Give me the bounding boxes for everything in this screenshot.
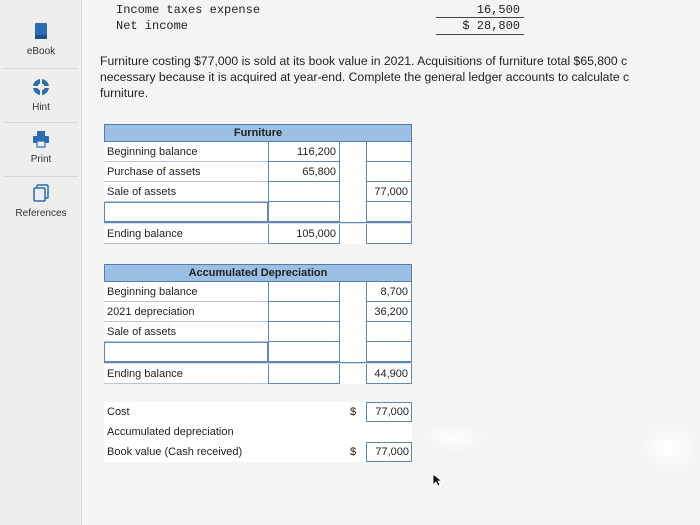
row-label-input[interactable] <box>104 342 268 362</box>
sidebar <box>0 0 82 525</box>
row-label-input[interactable]: Beginning balance <box>104 282 268 302</box>
screen-glare <box>640 420 700 475</box>
debit-input[interactable] <box>268 182 340 202</box>
book-icon <box>33 22 49 40</box>
row-label-input[interactable]: Sale of assets <box>104 322 268 342</box>
spacer <box>340 282 366 302</box>
spacer <box>340 364 366 384</box>
spacer <box>340 224 366 244</box>
table-row <box>104 162 412 182</box>
summary-row <box>104 402 412 422</box>
table-row <box>104 322 412 342</box>
printer-icon <box>32 130 50 148</box>
currency-symbol: $ <box>350 406 357 418</box>
table-row <box>104 282 412 302</box>
sidebar-item-references[interactable] <box>0 184 82 219</box>
screen-glare <box>420 423 490 453</box>
credit-input[interactable]: 36,200 <box>366 302 412 322</box>
ending-credit-input[interactable]: 44,900 <box>366 364 412 384</box>
credit-input[interactable] <box>366 202 412 222</box>
sidebar-item-label: Hint <box>32 102 50 113</box>
credit-input[interactable]: 77,000 <box>366 182 412 202</box>
statement-value: 16,500 <box>476 3 520 17</box>
sidebar-item-print[interactable] <box>0 130 82 165</box>
ending-row <box>104 364 412 384</box>
sidebar-item-label: References <box>15 208 67 219</box>
summary-label: Cost <box>107 406 130 418</box>
summary-value: 77,000 <box>375 446 409 458</box>
spacer <box>340 202 366 222</box>
debit-input[interactable] <box>268 202 340 222</box>
row-label-input[interactable]: 2021 depreciation <box>104 302 268 322</box>
divider <box>4 68 78 69</box>
table-row <box>104 302 412 322</box>
statement-label: Income taxes expense <box>116 3 261 17</box>
debit-input[interactable] <box>268 282 340 302</box>
mouse-pointer-icon <box>432 473 444 487</box>
credit-input[interactable] <box>366 342 412 362</box>
spacer <box>340 342 366 362</box>
summary-label: Accumulated depreciation <box>107 426 234 438</box>
credit-input[interactable] <box>366 322 412 342</box>
divider <box>4 122 78 123</box>
credit-input[interactable] <box>366 142 412 162</box>
sidebar-item-hint[interactable] <box>0 78 82 113</box>
furniture-account <box>104 124 412 244</box>
prompt-line: furniture. <box>100 86 149 100</box>
debit-input[interactable] <box>268 302 340 322</box>
summary-value: 77,000 <box>375 406 409 418</box>
question-prompt <box>100 53 700 101</box>
spacer <box>340 302 366 322</box>
statement-label: Net income <box>116 19 189 33</box>
sidebar-item-label: Print <box>30 154 52 165</box>
ending-debit-input[interactable]: 105,000 <box>268 224 340 244</box>
ending-debit-input[interactable] <box>268 364 340 384</box>
spacer <box>340 182 366 202</box>
table-row <box>104 202 412 222</box>
table-row <box>104 182 412 202</box>
currency-symbol: $ <box>350 446 357 458</box>
row-label-input[interactable]: Sale of assets <box>104 182 268 202</box>
table-row <box>104 142 412 162</box>
row-label-input[interactable]: Purchase of assets <box>104 162 268 182</box>
ending-label: Ending balance <box>104 364 268 384</box>
accumulated-depreciation-account <box>104 264 412 384</box>
debit-input[interactable] <box>268 342 340 362</box>
spacer <box>340 142 366 162</box>
sidebar-item-ebook[interactable] <box>0 22 82 57</box>
spacer <box>340 322 366 342</box>
debit-input[interactable] <box>268 322 340 342</box>
divider <box>4 176 78 177</box>
summary-label: Book value (Cash received) <box>107 446 243 458</box>
account-title: Furniture <box>104 124 412 142</box>
debit-input[interactable]: 65,800 <box>268 162 340 182</box>
ending-row <box>104 224 412 244</box>
row-label-input[interactable]: Beginning balance <box>104 142 268 162</box>
credit-input[interactable]: 8,700 <box>366 282 412 302</box>
summary-row <box>104 422 412 442</box>
ending-label: Ending balance <box>104 224 268 244</box>
lifebuoy-icon <box>32 78 50 96</box>
underline <box>436 17 524 18</box>
ending-credit-input[interactable] <box>366 224 412 244</box>
statement-value: $ 28,800 <box>462 19 520 33</box>
spacer <box>340 162 366 182</box>
double-underline <box>436 34 524 35</box>
prompt-line: necessary because it is acquired at year-end. Complete the general ledger accounts to calculate c <box>100 70 630 84</box>
debit-input[interactable]: 116,200 <box>268 142 340 162</box>
table-row <box>104 342 412 362</box>
row-label-input[interactable] <box>104 202 268 222</box>
documents-icon <box>32 184 50 202</box>
prompt-line: Furniture costing $77,000 is sold at its book value in 2021. Acquisitions of furniture total $65,800 c <box>100 54 628 68</box>
summary-row <box>104 442 412 462</box>
sidebar-item-label: eBook <box>26 46 56 57</box>
credit-input[interactable] <box>366 162 412 182</box>
account-title: Accumulated Depreciation <box>104 264 412 282</box>
